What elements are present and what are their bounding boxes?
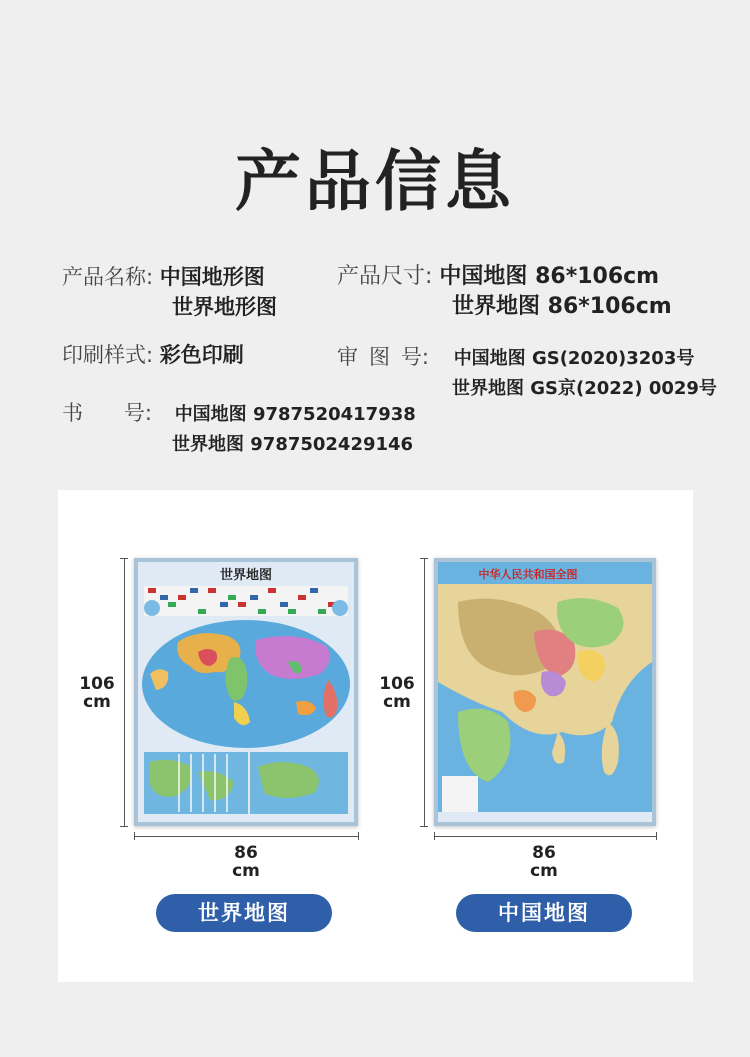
page-title: 产品信息: [235, 143, 515, 220]
world-width-tick-right: [358, 832, 359, 840]
review-number-label: [337, 342, 429, 372]
china-height-unit: cm: [383, 692, 411, 712]
isbn-label-char-2: 号:: [123, 401, 152, 425]
china-width-tick-right: [656, 832, 657, 840]
china-map-image: [434, 558, 656, 826]
product-name-label: 产品名称:: [62, 265, 154, 289]
isbn-row-2: [172, 428, 413, 460]
china-width-label: [514, 844, 574, 880]
china-width-unit: cm: [530, 861, 558, 881]
china-height-line: [424, 558, 425, 826]
china-width-tick-left: [434, 832, 435, 840]
isbn-value-1: 中国地图 9787520417938: [174, 404, 416, 425]
world-height-line: [124, 558, 125, 826]
world-width-value: 86: [234, 843, 258, 863]
print-style-row: [62, 340, 244, 370]
world-height-tick-top: [120, 558, 128, 559]
product-name-row: [62, 262, 265, 292]
china-map-button[interactable]: 中国地图: [456, 894, 632, 932]
product-name-value-2: 世界地形图: [172, 295, 277, 319]
isbn-row: [62, 398, 416, 430]
world-width-label: [216, 844, 276, 880]
product-size-label: 产品尺寸:: [337, 264, 433, 289]
world-height-unit: cm: [83, 692, 111, 712]
print-style-value: 彩色印刷: [159, 343, 244, 367]
isbn-value-2: 世界地图 9787502429146: [172, 434, 414, 455]
print-style-label: 印刷样式:: [62, 343, 154, 367]
review-number-row: [337, 342, 694, 374]
china-width-value: 86: [532, 843, 556, 863]
world-map-header: 世界地图: [219, 568, 273, 583]
world-height-tick-bottom: [120, 826, 128, 827]
product-size-value-1: 中国地图 86*106cm: [439, 264, 660, 289]
product-name-row-2: [172, 292, 277, 322]
product-size-row: [337, 262, 659, 292]
review-label-char-3: 号:: [400, 345, 429, 369]
world-height-label: [74, 675, 120, 711]
world-width-tick-left: [134, 832, 135, 840]
flags-strip: [144, 586, 348, 616]
china-map-header: 中华人民共和国全图: [478, 568, 578, 581]
review-number-value-1: 中国地图 GS(2020)3203号: [453, 348, 695, 369]
review-number-row-2: [452, 372, 717, 404]
product-size-value-2: 世界地图 86*106cm: [452, 294, 672, 319]
china-height-tick-top: [420, 558, 428, 559]
isbn-label-char-1: 书: [62, 401, 83, 425]
world-map-image: [134, 558, 358, 826]
product-image-panel: [58, 490, 693, 982]
china-width-line: [434, 836, 656, 837]
world-width-line: [134, 836, 358, 837]
product-size-row-2: [452, 292, 672, 322]
world-height-value: 106: [79, 674, 115, 694]
review-number-value-2: 世界地图 GS京(2022) 0029号: [452, 378, 717, 399]
isbn-label: [62, 398, 152, 428]
world-map-button[interactable]: 世界地图: [156, 894, 332, 932]
world-width-unit: cm: [232, 861, 260, 881]
china-height-tick-bottom: [420, 826, 428, 827]
review-label-char-1: 审: [337, 345, 358, 369]
review-label-char-2: 图: [368, 345, 390, 369]
product-name-value-1: 中国地形图: [159, 265, 265, 289]
china-height-value: 106: [379, 674, 415, 694]
china-height-label: [374, 675, 420, 711]
